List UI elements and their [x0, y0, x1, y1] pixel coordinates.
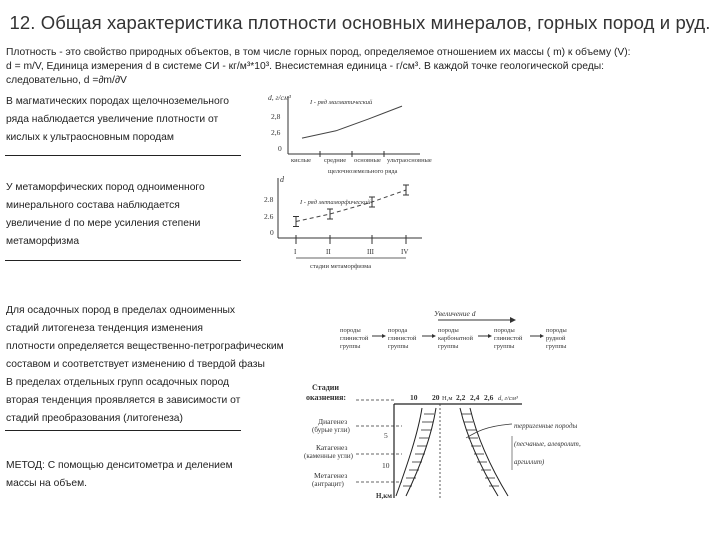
group-2: [388, 327, 417, 350]
page-title: 12. Общая характеристика плотности основных минералов, горных пород и руд.: [9, 12, 711, 33]
x-axis-label: щелочноземельного ряда: [328, 168, 398, 175]
text-line: МЕТОД: С помощью денситометра и делением: [6, 460, 233, 471]
y-tick-label: 0: [270, 228, 274, 237]
group-label: глинистой: [494, 335, 523, 342]
text-line: метаморфизма: [6, 236, 80, 247]
x-axis-label: стадии метаморфизма: [310, 263, 372, 270]
text-line: минерального состава наблюдается: [6, 200, 180, 211]
text-line: составом и соответствует изменению d твердой фазы: [6, 359, 265, 370]
group-label: порода: [388, 327, 408, 334]
x-category-label: ультраосновные: [387, 157, 432, 164]
stage-label: (антрацит): [312, 480, 344, 488]
depth-axis-label: Н,км: [376, 492, 392, 500]
legend-label: (песчаные, алевролит,: [514, 440, 581, 448]
magmatic-density-chart: [250, 88, 450, 180]
x-category-label: II: [326, 248, 331, 256]
metamorphic-paragraph: [6, 179, 205, 251]
group-label: группы: [494, 343, 515, 350]
text-line: ряда наблюдается увеличение плотности от: [6, 114, 219, 125]
text-line: стадий преобразования (литогенеза): [6, 413, 183, 424]
x-tick-label: 2,2: [456, 393, 466, 402]
error-bar: [327, 209, 333, 219]
group-5: [546, 327, 567, 350]
x-category-label: основные: [354, 157, 381, 164]
y-tick-label: 2.6: [264, 212, 274, 221]
arrow-head-icon: [432, 334, 436, 338]
y-axis-label: d: [280, 175, 284, 184]
text-line: кислых к ультраосновным породам: [6, 132, 174, 143]
sedimentary-groups-diagram: [330, 306, 710, 358]
section-divider: [5, 430, 241, 431]
lithogenesis-depth-chart: [290, 378, 710, 508]
text-line: вторая тенденция проявляется в зависимости от: [6, 395, 241, 406]
x-category-label: I: [294, 248, 297, 256]
y-tick-label: 2,6: [271, 128, 281, 137]
intro-line: Плотность - это свойство природных объектов, в том числе горных пород, определяемое отношением их массы ( m) к объему (V):: [6, 47, 631, 58]
group-1: [340, 327, 369, 350]
group-label: группы: [388, 343, 409, 350]
arrow-head-icon: [540, 334, 544, 338]
legend-label: аргиллит): [514, 458, 545, 466]
x-category-label: III: [367, 248, 374, 256]
text-line: В пределах отдельных групп осадочных пород: [6, 377, 230, 388]
x-tick-label: 20: [432, 393, 440, 402]
x-category-label: IV: [401, 248, 409, 256]
text-line: увеличение d по мере усиления степени: [6, 218, 201, 229]
group-label: глинистой: [388, 335, 417, 342]
group-label: карбонатной: [438, 335, 473, 342]
group-3: [438, 327, 474, 350]
text-line: Для осадочных пород в пределах одноименных: [6, 305, 236, 316]
y-tick-label: 2,8: [271, 112, 281, 121]
group-label: группы: [546, 343, 567, 350]
intro-line: следовательно, d =∂m/∂V: [6, 75, 127, 86]
depth-tick-label: 5: [384, 431, 388, 440]
group-label: группы: [438, 343, 459, 350]
x-tick-label: 2,6: [484, 393, 494, 402]
group-label: группы: [340, 343, 361, 350]
stages-title: Стадии: [312, 383, 339, 392]
y-tick-label: 2.8: [264, 195, 274, 204]
intro-text: [6, 46, 706, 88]
stage-label: Диагенез: [318, 417, 348, 426]
porosity-curve-left: [396, 408, 422, 496]
legend-leader: [466, 424, 512, 438]
x-category-label: кислые: [291, 157, 312, 164]
magmatic-paragraph: [6, 93, 229, 147]
arrow-head-icon: [488, 334, 492, 338]
stages-title: оказнения:: [306, 393, 347, 402]
group-label: породы: [546, 327, 567, 334]
legend-label: терригенные породы: [514, 422, 578, 430]
method-paragraph: [6, 457, 233, 493]
section-divider: [5, 155, 241, 156]
group-label: глинистой: [340, 335, 369, 342]
magmatic-density-line: [302, 106, 402, 138]
y-axis-label: d, г/см³: [268, 93, 291, 102]
depth-tick-label: 10: [382, 461, 390, 470]
x-category-label: средние: [324, 157, 347, 164]
sedimentary-paragraph: [6, 302, 284, 428]
group-label: породы: [340, 327, 361, 334]
group-label: породы: [438, 327, 459, 334]
chart-legend: I - ряд метаморфический: [300, 199, 371, 206]
x-tick-label: Н,м: [442, 395, 453, 402]
stage-label: (каменные угли): [304, 452, 353, 460]
density-curve-left: [460, 408, 498, 496]
density-hatch: [462, 414, 499, 486]
density-curve-right: [470, 408, 508, 496]
arrow-head-icon: [382, 334, 386, 338]
section-divider: [5, 260, 241, 261]
text-line: плотности определяется вещественно-петрографическим: [6, 341, 284, 352]
x-tick-label: 10: [410, 393, 418, 402]
error-bar: [403, 185, 409, 195]
text-line: стадий литогенеза тенденция изменения: [6, 323, 203, 334]
group-4: [494, 327, 523, 350]
stage-label: (бурые угли): [312, 426, 350, 434]
text-line: У метаморфических пород одноименного: [6, 182, 205, 193]
stage-label: Метагенез: [314, 471, 348, 480]
text-line: В магматических породах щелочноземельного: [6, 96, 229, 107]
group-label: породы: [494, 327, 515, 334]
increase-label: Увеличение d: [434, 309, 476, 318]
group-label: рудной: [546, 335, 566, 342]
metamorphic-density-chart: [252, 172, 442, 272]
x-axis-label: d, г/см³: [498, 395, 518, 402]
text-line: массы на объем.: [6, 478, 88, 489]
x-tick-label: 2,4: [470, 393, 480, 402]
intro-line: d = m/V, Единица измерения d в системе СИ - кг/м³*10³. Внесистемная единица - г/см³. В каждой точке геологической среды:: [6, 61, 604, 72]
stage-label: Катагенез: [316, 443, 348, 452]
chart-legend: I - ряд магматический: [310, 99, 373, 106]
arrow-head-icon: [510, 317, 516, 323]
y-tick-label: 0: [278, 144, 282, 153]
